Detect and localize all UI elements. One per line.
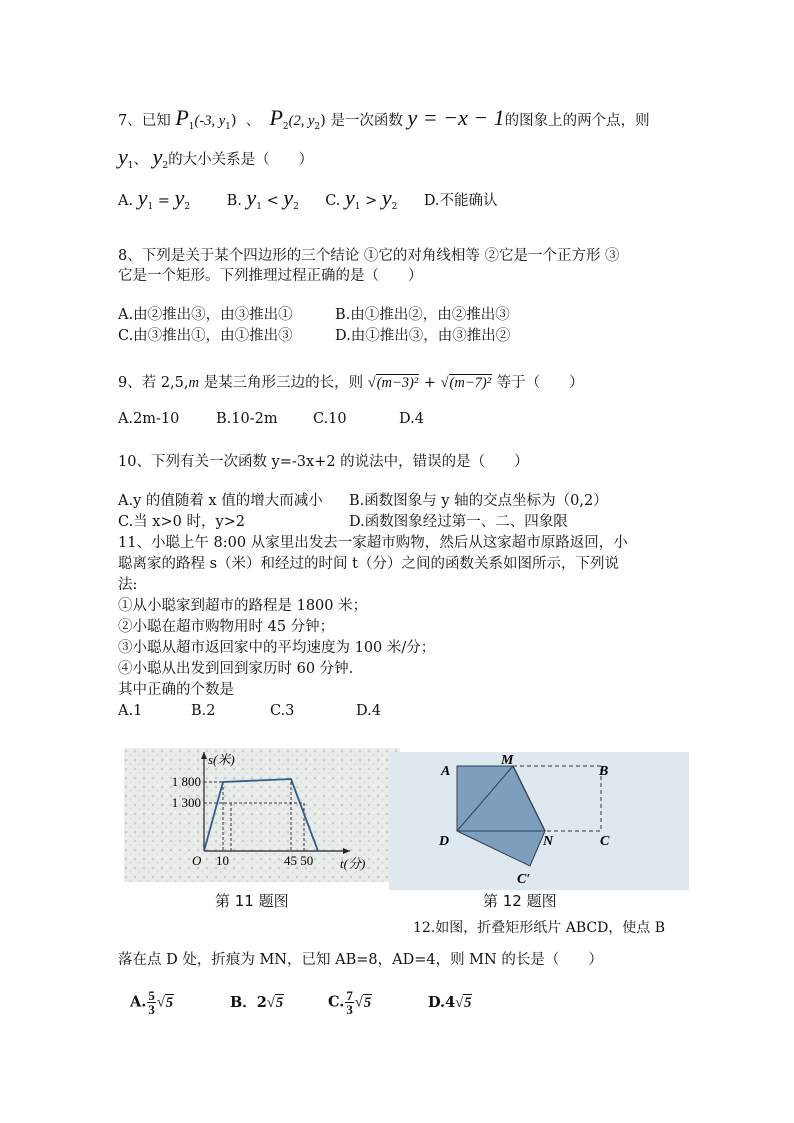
q12-option-a-fraction (147, 989, 156, 1016)
q10-option-b: B.函数图象与 y 轴的交点坐标为（0,2） (349, 493, 608, 509)
q9-option-a: A.2m-10 (118, 411, 180, 427)
q7-suffix: 的图象上的两个点，则 (504, 113, 650, 129)
tick-1800: 1 800 (171, 774, 201, 789)
q12-option-c-fraction (345, 989, 354, 1016)
q7-option-c-y1: y (345, 185, 355, 210)
q7-option-c-label: C. (325, 193, 341, 209)
q8-option-c: C.由③推出①，由①推出③ (118, 328, 293, 344)
q9-sqrt1: √(m−3)² (367, 375, 419, 391)
q11-ask: 其中正确的个数是 (118, 682, 234, 698)
q7-line2-sep: 、 (133, 152, 148, 168)
q12-option-a-sqrt: √5 (156, 994, 174, 1011)
q9-option-d: D.4 (399, 411, 424, 427)
q12-option-d-label: D.4 (428, 993, 456, 1011)
q12-option-c-radicand: 5 (363, 994, 372, 1011)
q12-option-b-sqrt: √5 (266, 994, 284, 1011)
q10-options-row1 (118, 491, 608, 511)
q12-option-d-radicand: 5 (464, 994, 472, 1011)
q7-option-c-s2: 2 (391, 201, 398, 212)
q8-options-row1 (118, 305, 510, 325)
q7-options (118, 185, 498, 217)
q9-option-c: C.10 (313, 411, 347, 427)
q12-option-b-radicand: 5 (275, 994, 284, 1011)
q12-option-d-sqrt: √5 (455, 994, 472, 1011)
q12-option-c-label: C. (328, 993, 345, 1011)
q7-line2-text: 的大小关系是（ ） (168, 152, 314, 168)
x-axis-label: t(分) (340, 856, 366, 871)
q12-option-b-label: B．2 (230, 993, 267, 1011)
q7-y2: y (152, 144, 163, 169)
q11-option-d: D.4 (356, 703, 381, 719)
q8-options-row2 (118, 326, 510, 346)
q7-option-c (325, 185, 419, 217)
origin-label: O (192, 853, 202, 868)
q7-p1-sub: 1 (188, 121, 195, 132)
q7-function: y = −x − 1 (407, 105, 505, 130)
q12-line2: 落在点 D 处，折痕为 MN，已知 AB=8，AD=4，则 MN 的长是（ ） (118, 952, 603, 968)
q7-option-a-s1: 1 (147, 201, 154, 212)
point-c-label: C (600, 834, 610, 849)
q11-statement-3: ③小聪从超市返回家中的平均速度为 100 米/分； (118, 640, 436, 656)
q8-option-b: B.由①推出②，由②推出③ (335, 307, 510, 323)
q7-option-b-label: B. (226, 193, 242, 209)
q7-p1-coord-sub: 1 (225, 121, 231, 132)
tick-1300: 1 300 (171, 795, 201, 810)
q10-option-d: D.函数图象经过第一、二、四象限 (349, 514, 568, 530)
q7-option-a (118, 185, 222, 217)
q12-option-c-num: 7 (346, 988, 353, 1003)
q7-option-a-y2: y (174, 185, 185, 210)
point-d-label: D (439, 834, 450, 849)
q9-stem (118, 373, 584, 393)
q7-y1-sub: 1 (127, 160, 134, 171)
q12-option-a-num: 5 (148, 988, 155, 1003)
q7-option-b-s1: 1 (256, 201, 262, 212)
q12-option-c-sqrt: √5 (354, 994, 372, 1011)
q12-option-a-label: A. (130, 993, 147, 1011)
q7-option-a-y1: y (137, 185, 148, 210)
q11-options (118, 701, 381, 721)
q9-mid: 是某三角形三边的长，则 (199, 375, 364, 391)
q10-stem: 10、下列有关一次函数 y=-3x+2 的说法中，错误的是（ ） (118, 454, 529, 470)
q12-option-c (328, 989, 428, 1016)
q7-option-b (226, 185, 321, 217)
q7-option-b-s2: 2 (293, 201, 299, 212)
q12-option-a-radicand: 5 (165, 994, 174, 1011)
q7-y1: y (118, 144, 128, 169)
figure-11-caption: 第 11 题图 (215, 892, 289, 910)
q11-statement-1: ①从小聪家到超市的路程是 1800 米； (118, 598, 368, 614)
q7-p2-coord-sub: 2 (314, 121, 321, 132)
q9-suffix: 等于（ ） (492, 375, 584, 391)
q7-option-a-s2: 2 (184, 201, 191, 212)
q9-sqrt2: √(m−7)² (440, 375, 492, 391)
point-m-label: M (501, 753, 514, 768)
q12-option-a (130, 989, 230, 1016)
q11-statement-2: ②小聪在超市购物用时 45 分钟； (118, 619, 335, 635)
q7-option-b-y1: y (246, 185, 257, 210)
q7-option-c-op: > (360, 193, 382, 209)
q10-option-a: A.y 的值随着 x 值的增大而减小 (118, 493, 323, 509)
q10-option-c: C.当 x>0 时，y>2 (118, 514, 246, 530)
q7-option-a-label: A. (118, 193, 134, 209)
q8-line1: 8、下列是关于某个四边形的三个结论 ①它的对角线相等 ②它是一个正方形 ③ (118, 248, 620, 264)
q9-plus: + (419, 375, 441, 391)
q7-line1 (118, 105, 650, 137)
q8-line2: 它是一个矩形。下列推理过程正确的是（ ） (118, 268, 423, 284)
q11-statement-4: ④小聪从出发到回到家历时 60 分钟. (118, 661, 354, 677)
q9-prefix: 9、若 2,5, (118, 375, 189, 391)
q7-p2-sub: 2 (282, 121, 289, 132)
q9-m: m (188, 375, 199, 391)
q11-line1: 11、小聪上午 8:00 从家里出发去一家超市购物，然后从这家超市原路返回，小 (118, 535, 628, 551)
q11-option-b: B.2 (191, 703, 216, 719)
point-c-prime-label: C′ (517, 872, 531, 887)
q12-option-b (230, 991, 328, 1015)
q7-option-c-s1: 1 (354, 201, 361, 212)
y-axis-label: s(米) (208, 752, 235, 767)
figure-12-caption: 第 12 题图 (483, 892, 557, 910)
tick-45-50: 45 50 (284, 853, 314, 868)
q11-option-a: A.1 (118, 703, 143, 719)
q7-p1-coord: (-3, y (194, 113, 226, 129)
q12-option-a-den: 3 (148, 1002, 155, 1017)
q8-option-d: D.由①推出③，由③推出② (335, 328, 511, 344)
q8-option-a: A.由②推出③，由③推出① (118, 307, 293, 323)
q10-options-row2 (118, 512, 568, 532)
q12-options (130, 989, 472, 1016)
q11-option-c: C.3 (270, 703, 295, 719)
figure-11-graph (124, 748, 400, 882)
point-a-label: A (441, 764, 451, 779)
tick-10: 10 (216, 853, 229, 868)
q12-option-d (428, 991, 472, 1015)
q7-option-a-op: = (153, 193, 175, 209)
q7-p2: P (269, 105, 283, 130)
q7-p1-close: ) (230, 113, 237, 129)
q7-p2-coord: (2, y (288, 113, 315, 129)
q7-option-d: D.不能确认 (423, 193, 498, 209)
q7-option-b-y2: y (283, 185, 294, 210)
q7-option-c-y2: y (381, 185, 392, 210)
q7-y2-sub: 2 (162, 160, 169, 171)
q7-line2 (118, 144, 314, 176)
q11-line3: 法: (118, 577, 138, 593)
q9-options (118, 409, 424, 429)
q7-p1: P (175, 105, 189, 130)
point-n-label: N (543, 834, 554, 849)
q11-line2: 聪离家的路程 s（米）和经过的时间 t（分）之间的函数关系如图所示，下列说 (118, 556, 619, 572)
figure-12-diagram (389, 752, 689, 890)
q9-option-b: B.10-2m (216, 411, 278, 427)
q7-option-b-op: < (261, 193, 284, 209)
q7-p2-close: ) (320, 113, 326, 129)
q12-line1: 12.如图，折叠矩形纸片 ABCD，使点 B (413, 920, 666, 936)
q9-radicand1: (m−3)² (376, 375, 419, 391)
q9-radicand2: (m−7)² (449, 375, 492, 391)
q7-mid: 是一次函数 (330, 113, 403, 129)
q12-option-c-den: 3 (346, 1002, 353, 1017)
q7-sep: 、 (245, 113, 261, 129)
q7-prefix: 7、已知 (118, 113, 171, 129)
point-b-label: B (599, 764, 609, 779)
